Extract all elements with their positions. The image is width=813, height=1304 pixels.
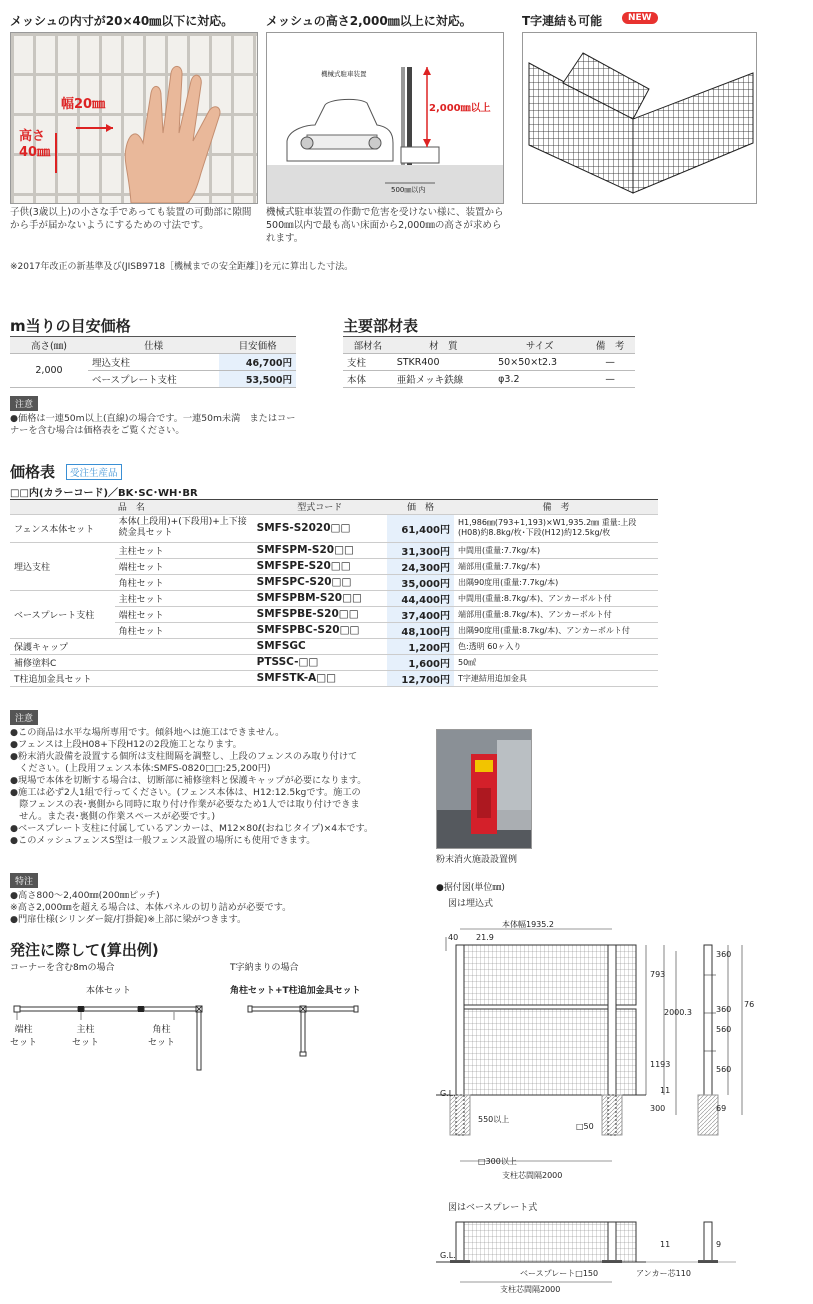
price-item: 角柱セット xyxy=(115,622,253,638)
material-size: 50×50×t2.3 xyxy=(494,354,585,371)
note2-line: せん。また表･裏側の作業スペースが必要です。) xyxy=(10,811,216,822)
price-value: 61,400円 xyxy=(387,514,454,542)
special-badge: 特注 xyxy=(10,873,38,888)
price-remark: 端部用(重量:8.7kg/本)、アンカーボルト付 xyxy=(454,606,658,622)
made-to-order-tag: 受注生産品 xyxy=(66,464,122,480)
special-line: ●高さ800～2,400㎜(200㎜ピッチ) xyxy=(10,890,160,901)
price-remark: 中間用(重量:7.7kg/本) xyxy=(454,542,658,558)
price-remark: 出隅90度用(重量:7.7kg/本) xyxy=(454,574,658,590)
parking-diagram xyxy=(266,32,504,204)
material-type: 亜鉛メッキ鉄線 xyxy=(393,371,494,388)
feature-3-title: T字連結も可能 xyxy=(522,14,603,28)
drawing-sub-baseplate: 図はベースプレート式 xyxy=(448,1203,538,1213)
price-code: PTSSC-□□ xyxy=(253,654,387,670)
dim-560-b: 560 xyxy=(716,1065,732,1074)
note2-list xyxy=(10,727,420,847)
price-header: 価 格 xyxy=(387,500,454,515)
price-code: SMFSPBC-S20□□ xyxy=(253,622,387,638)
feature-2-title: メッシュの高さ2,000㎜以上に対応。 xyxy=(266,14,472,28)
dim-21-9: 21.9 xyxy=(476,933,494,942)
unit-price-header: 目安価格 xyxy=(219,337,296,354)
corner-case-label: コーナーを含む8mの場合 xyxy=(10,963,115,973)
note2-line: 際フェンスの表･裏側から同時に取り付け作業が必要なため1人では取り付けできま xyxy=(10,799,360,810)
price-remark: H1,986㎜(793+1,193)×W1,935.2㎜ 重量:上段(H08)約8.8kg/枚･下段(H12)約12.5kg/枚 xyxy=(454,514,658,542)
note2-line: ●ベースプレート支柱に付属しているアンカーは、M12×80ℓ(おねじタイプ)×4本です。 xyxy=(10,823,374,834)
dim-560-a: 560 xyxy=(716,1025,732,1034)
drawing-title: ●据付図(単位㎜) xyxy=(436,883,505,893)
dim-anchor: アンカー芯110 xyxy=(636,1269,691,1278)
unit-price-header: 高さ(㎜) xyxy=(10,337,88,354)
special-list xyxy=(10,890,420,926)
unit-height: 2,000 xyxy=(10,354,88,388)
price-remark: 50㎖ xyxy=(454,654,658,670)
dim-11-b: 11 xyxy=(660,1240,671,1249)
corner-post-label-2: セット xyxy=(148,1038,176,1048)
price-group: 埋込支柱 xyxy=(10,542,115,590)
device-label: 機械式駐車装置 xyxy=(321,70,367,78)
price-code: SMFSTK-A□□ xyxy=(253,670,387,686)
price-code: SMFSPE-S20□□ xyxy=(253,558,387,574)
material-name: 本体 xyxy=(343,371,393,388)
baseplate-install-drawing xyxy=(436,1218,806,1298)
note2-line: ください。(上段用フェンス本体:SMFS-0820□□:25,200円) xyxy=(10,763,271,774)
material-remark: — xyxy=(585,354,635,371)
feature-1-title: メッシュの内寸が20×40㎜以下に対応。 xyxy=(10,14,234,28)
dim-360-b: 360 xyxy=(716,1005,732,1014)
price-code: SMFSGC xyxy=(253,638,387,654)
t-joint-photo xyxy=(522,32,757,204)
materials-header: 備 考 xyxy=(585,337,635,354)
dim-76: 76 xyxy=(744,1000,755,1009)
price-group: 保護キャップ xyxy=(10,638,253,654)
material-remark: — xyxy=(585,371,635,388)
width-label: 幅20㎜ xyxy=(61,97,106,112)
note2-line: ●このメッシュフェンスS型は一般フェンス設置の場所にも使用できます。 xyxy=(10,835,316,846)
price-value: 12,700円 xyxy=(387,670,454,686)
dim-300sq: □300以上 xyxy=(478,1157,517,1166)
dim-550: 550以上 xyxy=(478,1115,510,1124)
unit-price: 46,700円 xyxy=(219,354,296,371)
materials-header: 材 質 xyxy=(393,337,494,354)
height-2000-label: 2,000㎜以上 xyxy=(429,103,491,114)
price-item: 角柱セット xyxy=(115,574,253,590)
unit-price: 53,500円 xyxy=(219,371,296,388)
price-value: 37,400円 xyxy=(387,606,454,622)
price-value: 1,200円 xyxy=(387,638,454,654)
price-code: SMFS-S2020□□ xyxy=(253,514,387,542)
price-remark: T字連結用追加金具 xyxy=(454,670,658,686)
gl-label-2: G.L. xyxy=(440,1251,456,1260)
corner-post-label-1: 角柱 xyxy=(152,1025,171,1035)
corner-layout-diagram xyxy=(12,998,212,1078)
price-item: 本体(上段用)+(下段用)+上下接続金具セット xyxy=(115,514,253,542)
price-group: フェンス本体セット xyxy=(10,514,115,542)
dim-pitch-1: 支柱芯間隔2000 xyxy=(502,1171,563,1180)
feature-1-text: 子供(3歳以上)の小さな手であっても装置の可動部に隙間から手が届かないようにするための寸法です。 xyxy=(10,207,252,231)
end-post-label xyxy=(10,1024,37,1050)
materials-title: 主要部材表 xyxy=(343,317,419,335)
price-item: 端柱セット xyxy=(115,558,253,574)
price-value: 31,300円 xyxy=(387,542,454,558)
t-case-label: T字納まりの場合 xyxy=(230,963,299,973)
body-set-label: 本体セット xyxy=(86,986,132,996)
material-type: STKR400 xyxy=(393,354,494,371)
price-remark: 色:透明 60ヶ入り xyxy=(454,638,658,654)
price-code: SMFSPBM-S20□□ xyxy=(253,590,387,606)
materials-header: 部材名 xyxy=(343,337,393,354)
mesh-hand-photo xyxy=(10,32,258,204)
dim-1193: 1193 xyxy=(650,1060,671,1069)
dim-plate: ベースプレート□150 xyxy=(520,1269,599,1278)
price-group: ベースプレート支柱 xyxy=(10,590,115,638)
dim-9: 9 xyxy=(716,1240,722,1249)
price-group: T柱追加金具セット xyxy=(10,670,253,686)
main-post-label-1: 主柱 xyxy=(76,1025,95,1035)
gl-label-1: G.L. xyxy=(440,1089,456,1098)
embedded-install-drawing xyxy=(436,915,806,1185)
special-line: ●門扉仕様(シリンダー錠/打掛錠)※上部に梁がつきます。 xyxy=(10,914,247,925)
t-layout-diagram xyxy=(230,998,370,1068)
material-size: φ3.2 xyxy=(494,371,585,388)
price-header: 型式コード xyxy=(253,500,387,515)
main-post-label-2: セット xyxy=(72,1038,100,1048)
price-value: 35,000円 xyxy=(387,574,454,590)
price-value: 44,400円 xyxy=(387,590,454,606)
new-badge: NEW xyxy=(622,12,658,24)
price-remark: 端部用(重量:7.7kg/本) xyxy=(454,558,658,574)
dim-300: 300 xyxy=(650,1104,666,1113)
dim-50sq: □50 xyxy=(576,1122,594,1131)
materials-header: サイズ xyxy=(494,337,585,354)
price-value: 1,600円 xyxy=(387,654,454,670)
dim-pitch-2: 支柱芯間隔2000 xyxy=(500,1285,561,1294)
price-group: 補修塗料C xyxy=(10,654,253,670)
photo-caption: 粉末消火施設設置例 xyxy=(436,855,518,865)
corner-post-label xyxy=(148,1024,175,1050)
height-label-2: 40㎜ xyxy=(19,145,51,160)
note2-line: ●この商品は水平な場所専用です。傾斜地へは施工はできません。 xyxy=(10,727,285,738)
footnote: ※2017年改正の新基準及び(JISB9718［機械までの安全距離］)を元に算出した寸法。 xyxy=(10,262,354,272)
unit-price-title: m当りの目安価格 xyxy=(10,317,131,335)
note2-line: ●フェンスは上段H08+下段H12の2段施工となります。 xyxy=(10,739,242,750)
color-code-line: □□内(カラーコード)／BK･SC･WH･BR xyxy=(10,488,198,499)
note2-line: ●粉末消火設備を設置する個所は支柱間隔を調整し、上段のフェンスのみ取り付けて xyxy=(10,751,358,762)
fire-equipment-photo xyxy=(436,729,532,849)
note1-text: ●価格は一連50m以上(直線)の場合です。一連50m未満 またはコーナーを含む場合は価格表をご覧ください。 xyxy=(10,413,296,436)
dim-2000-3: 2000.3 xyxy=(664,1008,692,1017)
price-code: SMFSPBE-S20□□ xyxy=(253,606,387,622)
dim-40: 40 xyxy=(448,933,459,942)
price-remark: 出隅90度用(重量:8.7kg/本)、アンカーボルト付 xyxy=(454,622,658,638)
material-name: 支柱 xyxy=(343,354,393,371)
note2-badge: 注意 xyxy=(10,710,38,725)
drawing-sub-embedded: 図は埋込式 xyxy=(448,899,494,909)
materials-table xyxy=(343,336,635,388)
end-post-label-1: 端柱 xyxy=(14,1025,33,1035)
price-header: 備 考 xyxy=(454,500,658,515)
dim-11: 11 xyxy=(660,1086,671,1095)
feature-2-text: 機械式駐車装置の作動で危害を受けない様に、装置から500㎜以内で最も高い床面から2,000㎜の高さが求められます。 xyxy=(266,207,504,244)
note2-line: ●施工は必ず2人1組で行ってください。(フェンス本体は、H12:12.5kgです。施工の xyxy=(10,787,361,798)
note2-line: ●現場で本体を切断する場合は、切断部に補修塗料と保護キャップが必要になります。 xyxy=(10,775,367,786)
price-code: SMFSPM-S20□□ xyxy=(253,542,387,558)
dim-793: 793 xyxy=(650,970,666,979)
price-value: 24,300円 xyxy=(387,558,454,574)
note1-badge: 注意 xyxy=(10,396,38,411)
dist-500-label: 500㎜以内 xyxy=(391,186,426,194)
price-value: 48,100円 xyxy=(387,622,454,638)
unit-spec: ベースプレート支柱 xyxy=(88,371,219,388)
price-remark: 中間用(重量:8.7kg/本)、アンカーボルト付 xyxy=(454,590,658,606)
order-title: 発注に際して(算出例) xyxy=(10,941,159,959)
dim-69: 69 xyxy=(716,1104,727,1113)
price-table xyxy=(10,499,658,687)
unit-price-header: 仕様 xyxy=(88,337,219,354)
price-header: 品 名 xyxy=(10,500,253,515)
special-line: ※高さ2,000㎜を超える場合は、本体パネルの切り詰めが必要です。 xyxy=(10,902,292,913)
price-table-title: 価格表 xyxy=(10,463,56,481)
t-set-label: 角柱セット+T柱追加金具セット xyxy=(230,986,361,996)
price-item: 主柱セット xyxy=(115,542,253,558)
main-post-label xyxy=(72,1024,99,1050)
price-item: 端柱セット xyxy=(115,606,253,622)
height-label-1: 高さ xyxy=(19,129,46,144)
dim-width: 本体幅1935.2 xyxy=(502,920,554,929)
price-item: 主柱セット xyxy=(115,590,253,606)
end-post-label-2: セット xyxy=(10,1038,38,1048)
unit-spec: 埋込支柱 xyxy=(88,354,219,371)
dim-360-a: 360 xyxy=(716,950,732,959)
price-code: SMFSPC-S20□□ xyxy=(253,574,387,590)
unit-price-table xyxy=(10,336,296,388)
